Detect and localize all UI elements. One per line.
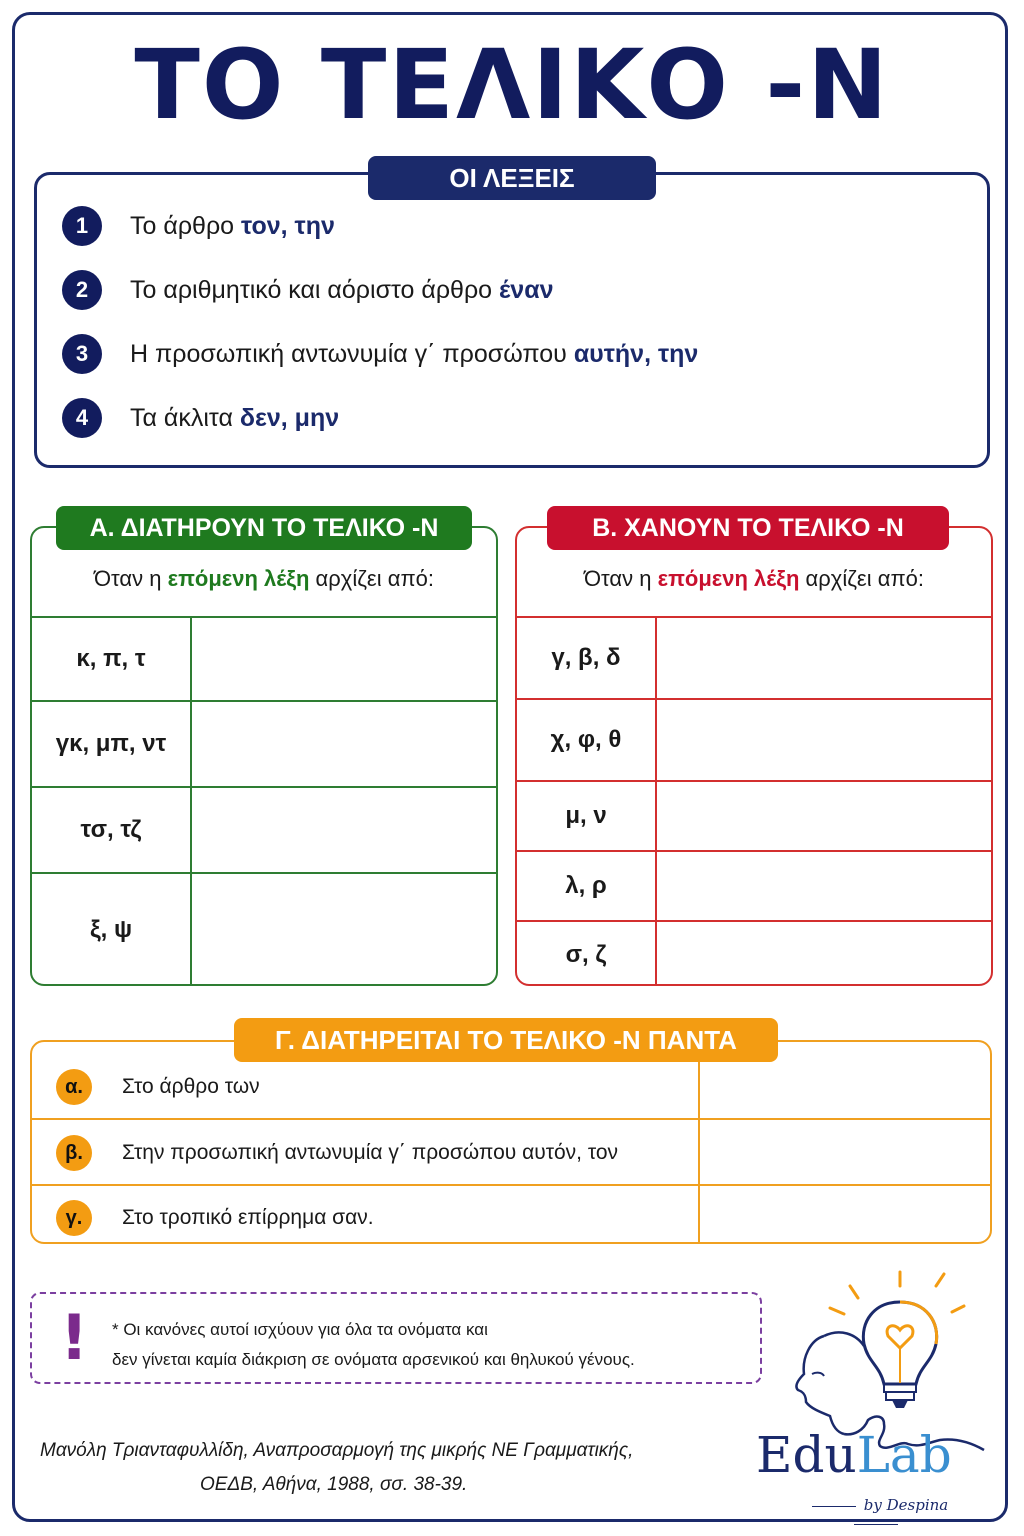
item-text: Στο άρθρο των [122,1075,260,1098]
words-heading: ΟΙ ΛΕΞΕΙΣ [368,156,656,200]
table-row [517,780,991,850]
section-g-box [30,1040,992,1244]
word-highlight: έναν [499,275,554,304]
reference-line-2: ΟΕΔΒ, Αθήνα, 1988, σσ. 38-39. [200,1474,468,1495]
letters-cell: γ, β, δ [517,618,657,698]
answer-cell[interactable] [700,1056,992,1120]
letters-cell: σ, ζ [517,922,657,986]
section-a-intro: Όταν η επόμενη λέξη αρχίζει από: [94,566,434,591]
item-number: 1 [62,206,102,246]
item-number: 3 [62,334,102,374]
word-item-text: Το άρθρο τον, την [130,211,335,240]
letters-cell: ξ, ψ [32,874,192,986]
table-row [32,700,496,786]
note-box [30,1292,762,1384]
word-highlight: δεν, μην [239,403,340,432]
item-text: Στο τροπικό επίρρημα σαν. [122,1206,374,1229]
letters-cell: κ, π, τ [32,618,192,700]
word-highlight: τον, την [241,211,335,240]
letters-cell: μ, ν [517,782,657,850]
note-line-2: δεν γίνεται καμία διάκριση σε ονόματα αρσενικού και θηλυκού γένους. [112,1350,635,1369]
table-row [32,872,496,986]
word-item [62,396,339,440]
word-item-text: Το αριθμητικό και αόριστο άρθρο έναν [130,275,554,304]
letters-cell: τσ, τζ [32,788,192,872]
item-number: 2 [62,270,102,310]
answer-cell[interactable] [657,618,991,698]
section-a-box [30,526,498,986]
word-item [62,332,698,376]
note-line-1: * Οι κανόνες αυτοί ισχύουν για όλα τα ονόματα και [112,1320,488,1339]
answer-cell[interactable] [700,1186,992,1244]
item-number: 4 [62,398,102,438]
letters-cell: γκ, μπ, ντ [32,702,192,786]
section-g-heading: Γ. ΔΙΑΤΗΡΕΙΤΑΙ ΤΟ ΤΕΛΙΚΟ -Ν ΠΑΝΤΑ [234,1018,778,1062]
word-item [62,268,554,312]
item-bullet: β. [56,1135,92,1171]
answer-cell[interactable] [657,922,991,986]
table-row [517,698,991,780]
letters-cell: λ, ρ [517,852,657,920]
word-item-text: Τα άκλιτα δεν, μην [130,403,340,432]
table-row [517,920,991,986]
word-item [62,204,335,248]
brand-tagline: by Despina [776,1496,976,1532]
reference-line-1: Μανόλη Τριανταφυλλίδη, Αναπροσαρμογή της μικρής ΝΕ Γραμματικής, [40,1440,634,1461]
answer-cell[interactable] [657,700,991,780]
word-item-text: Η προσωπική αντωνυμία γ΄ προσώπου αυτήν, την [130,339,699,368]
table-row [32,616,496,700]
table-row [517,616,991,698]
answer-cell[interactable] [657,782,991,850]
answer-cell[interactable] [192,702,496,786]
word-highlight: αυτήν, την [573,339,699,368]
answer-cell[interactable] [192,788,496,872]
item-bullet: γ. [56,1200,92,1236]
answer-cell[interactable] [657,852,991,920]
table-row [517,850,991,920]
table-row [32,786,496,872]
page-title: ΤΟ ΤΕΛΙΚΟ -Ν [134,29,890,141]
brand-logo: EduLab [756,1426,952,1484]
answer-cell[interactable] [700,1122,992,1184]
section-b-heading: Β. ΧΑΝΟΥΝ ΤΟ ΤΕΛΙΚΟ -Ν [547,506,949,550]
section-b-intro: Όταν η επόμενη λέξη αρχίζει από: [584,566,924,591]
section-b-box [515,526,993,986]
item-bullet: α. [56,1069,92,1105]
item-text: Στην προσωπική αντωνυμία γ΄ προσώπου αυτόν, τον [122,1141,619,1164]
section-a-heading: Α. ΔΙΑΤΗΡΟΥΝ ΤΟ ΤΕΛΙΚΟ -Ν [56,506,472,550]
answer-cell[interactable] [192,618,496,700]
exclamation-icon: ! [60,1301,89,1374]
answer-cell[interactable] [192,874,496,986]
letters-cell: χ, φ, θ [517,700,657,780]
